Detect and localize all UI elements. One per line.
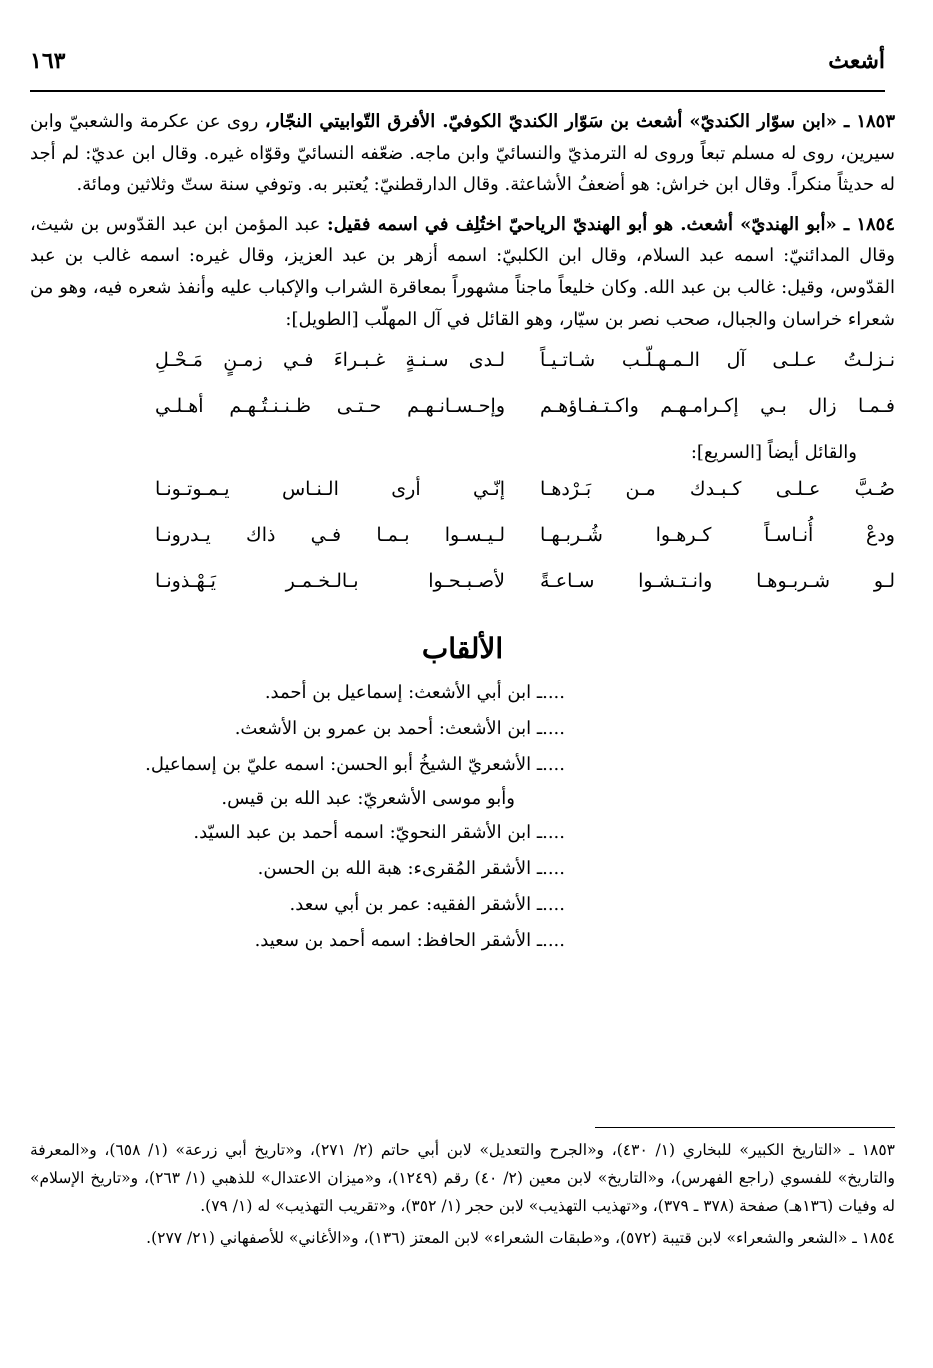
entry-heading: ١٨٥٤ ـ «أبو الهنديّ» أشعث. هو أبو الهنديّ الرياحيّ اختُلِف في اسمه فقيل: <box>327 213 895 235</box>
entry-heading: ١٨٥٣ ـ «ابن سوّار الكنديّ» أشعث بن سَوّار الكنديّ الكوفيّ. الأفرق التّوابيتي النجّار، <box>264 111 895 132</box>
alqab-item: ....ـ ابن الأشعث: أحمد بن عمرو بن الأشعث. <box>234 718 565 740</box>
alqab-item: ....ـ الأشقر الفقيه: عمر بن أبي سعد. <box>289 894 565 916</box>
page-header <box>30 40 885 92</box>
hemistich-second: لـدى سـنـةٍ غـبـراءَ فـي زمـنٍ مَـحْـلِ <box>155 349 505 372</box>
hemistich-first: ودعْ أُنـاسـاً كـرهـوا شُـربـهـا <box>540 524 895 547</box>
main-text <box>30 106 895 959</box>
alqab-item: ....ـ الأشعريّ الشيخُ أبو الحسن: اسمه عليّ بن إسماعيل. <box>145 754 565 776</box>
footnote-1854: ١٨٥٤ ـ «الشعر والشعراء» لابن قتيبة (٥٧٢)، و«طبقات الشعراء» لابن المعتز (١٣٦)، و«الأغاني» للأصفهاني (٢١/ ٢٧٧). <box>146 1229 895 1247</box>
entry-body: روى عن عكرمة والشعبيّ وابن سيرين، روى له مسلم تبعاً وروى له الترمذيّ والنسائيّ وابن ماجه. ضعّفه النسائيّ وقوّاه غيره. وقال ابن عديّ: لم أجد له حديثاً منكراً. وقال ابن خراش: هو أضعفُ الأشاعثة. وقال الدارقطنيّ: يُعتبر به. وتوفي سنة ستّ وثلاثين ومائة. <box>30 111 895 196</box>
entry-1853 <box>30 106 895 201</box>
hemistich-second: لـيـسـوا بـمـا فـي ذاك يـدرونـا <box>155 524 505 547</box>
footnotes <box>30 1136 895 1256</box>
hemistich-first: لـو شـربـوهـا وانـتـشـوا سـاعـةً <box>540 570 895 593</box>
footnote-divider <box>595 1127 895 1128</box>
poem-intro: والقائل أيضاً [السريع]: <box>690 442 857 464</box>
alqab-item: ....ـ ابن أبي الأشعث: إسماعيل بن أحمد. <box>264 682 565 704</box>
alqab-item: ....ـ الأشقر الحافظ: اسمه أحمد بن سعيد. <box>254 930 565 952</box>
hemistich-second: لأصـبـحـوا بـالـخـمـر يَـهْـذونـا <box>155 570 505 593</box>
entry-body: عبد المؤمن ابن عبد القدّوس بن شيث، وقال المدائنيّ: اسمه عبد السلام، وقال ابن الكلبيّ: اسمه أزهر بن عبد العزيز، وقال غيره: اسمه غالب بن عبد القدّوس، وقيل: غالب بن عبد الله. وكان خليعاً ماجناً مشهوراً بمعاقرة الشراب والإكباب عليه وأنفذ شعره فيه، وهو من شعراء خراسان والجبال، صحب نصر بن سيّار، وهو القائل في آل المهلّب [الطويل]: <box>30 213 895 330</box>
alqab-subitem: وأبو موسى الأشعريّ: عبد الله بن قيس. <box>221 788 515 810</box>
hemistich-first: صُـبَّ عـلـى كـبـدك مـن بَـرْدهـا <box>540 478 895 501</box>
running-title: أشعث <box>828 48 885 74</box>
hemistich-first: فـمـا زال بـي إكـرامـهـم واكـتـفـاؤهـم <box>540 395 895 418</box>
hemistich-second: وإحـسـانـهـم حـتـى ظـنـنـتُـهـم أهـلـي <box>155 395 505 418</box>
alqab-item: ....ـ الأشقر المُقرىء: هبة الله بن الحسن. <box>257 858 565 880</box>
poem-tawil <box>30 343 895 435</box>
poem-sari <box>30 472 895 610</box>
section-title: الألقاب <box>421 632 504 666</box>
footnote-1853: ١٨٥٣ ـ «التاريخ الكبير» للبخاري (١/ ٤٣٠)، و«الجرح والتعديل» لابن أبي حاتم (٢/ ٢٧١)، و«تاريخ أبي زرعة» (١/ ٦٥٨)، و«المعرفة والتاريخ» للفسوي (راجع الفهرس)، و«التاريخ» لابن معين (٢/ ٤٠) رقم (١٢٤٩)، و«ميزان الاعتدال» للذهبي (١/ ٢٦٣)، و«تاريخ الإسلام» له وفيات (١٣٦هـ) صفحة (٣٧٨ ـ ٣٧٩)، و«تهذيب التهذيب» لابن حجر (١/ ٣٥٢)، و«تقريب التهذيب» له (١/ ٧٩). <box>30 1141 895 1215</box>
hemistich-first: نـزلـتُ عـلـى آل الـمـهـلّـب شـاتـيـاً <box>540 349 895 372</box>
verse <box>30 518 895 564</box>
verse <box>30 343 895 389</box>
page-number: ١٦٣ <box>30 48 66 74</box>
hemistich-second: إنّـي أرى الـنـاس يـمـوتـونـا <box>155 478 505 501</box>
verse <box>30 472 895 518</box>
verse <box>30 564 895 610</box>
verse <box>30 389 895 435</box>
entry-1854 <box>30 209 895 335</box>
alqab-item: ....ـ ابن الأشقر النحويّ: اسمه أحمد بن عبد السيّد. <box>193 822 565 844</box>
alqab-list <box>30 675 895 959</box>
